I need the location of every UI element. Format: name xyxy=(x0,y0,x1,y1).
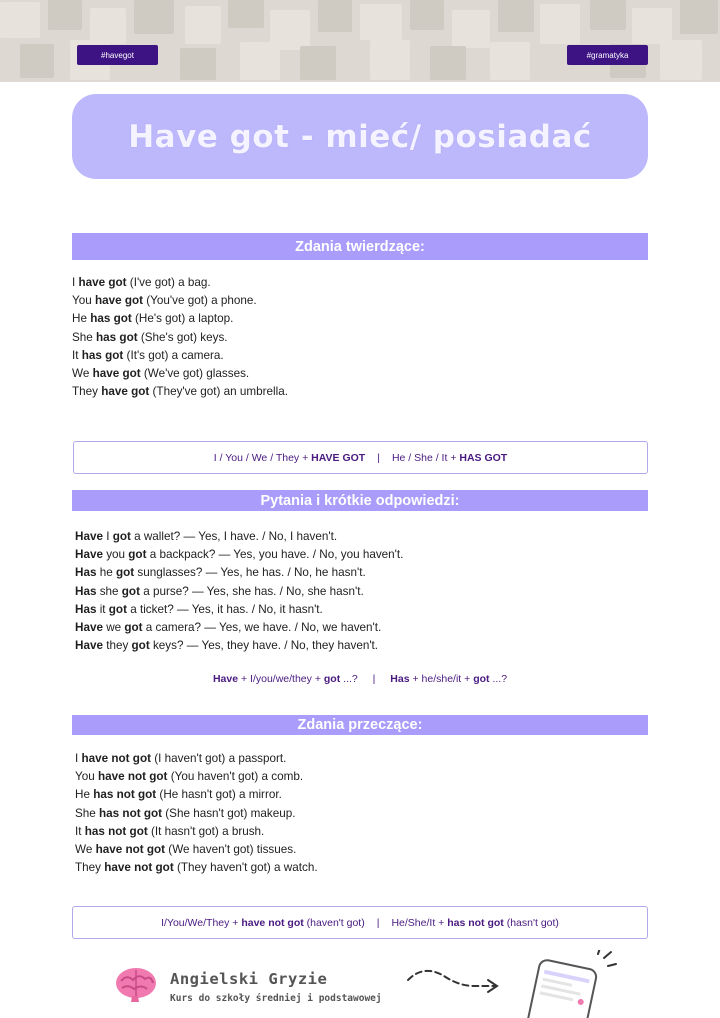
rule-separator: | xyxy=(376,916,380,929)
verb-form: Have xyxy=(75,639,103,653)
decorative-square xyxy=(430,46,466,80)
decorative-square xyxy=(498,0,534,32)
verb-form: got xyxy=(121,584,140,598)
sentence-text: He xyxy=(75,788,94,802)
verb-form: got xyxy=(108,602,127,616)
verb-form: has got xyxy=(90,312,132,326)
verb-form: got xyxy=(124,620,143,634)
verb-form: has not got xyxy=(84,824,148,838)
sentence-text: she xyxy=(96,584,122,598)
decorative-square xyxy=(540,4,580,44)
rule-part-1: I/You/We/They + have not got (haven't got) xyxy=(161,916,365,929)
rule-part-2: He / She / It + HAS GOT xyxy=(391,451,508,464)
sentence-text: a purse? — Yes, she has. / No, she hasn't. xyxy=(139,584,364,598)
decorative-square xyxy=(590,0,626,30)
example-sentence xyxy=(75,546,403,564)
rule-box-affirmative xyxy=(73,441,648,474)
decorative-square xyxy=(370,40,410,80)
decorative-square xyxy=(228,0,264,28)
decorative-square xyxy=(48,0,82,30)
decorative-square xyxy=(680,0,718,34)
question-examples xyxy=(75,528,403,655)
decorative-square xyxy=(490,42,530,80)
sentence-text: a wallet? — Yes, I have. / No, I haven't. xyxy=(130,530,338,543)
affirmative-examples xyxy=(72,274,288,401)
verb-form: Has xyxy=(75,566,97,580)
sentence-text: (We haven't got) tissues. xyxy=(165,842,297,856)
formula-part-1: Have + I/you/we/they + got ...? xyxy=(212,673,358,685)
example-sentence xyxy=(72,310,288,328)
sentence-text: sunglasses? — Yes, he has. / No, he hasn't. xyxy=(134,566,366,580)
section-heading-text: Zdania twierdzące: xyxy=(295,238,425,255)
example-sentence xyxy=(72,329,288,347)
section-heading-text: Zdania przeczące: xyxy=(297,717,423,733)
verb-form: have got xyxy=(94,294,144,308)
section-heading-text: Pytania i krótkie odpowiedzi: xyxy=(260,492,460,509)
example-sentence xyxy=(75,750,318,768)
example-sentence xyxy=(75,583,403,601)
decorative-square xyxy=(0,2,40,38)
example-sentence xyxy=(75,786,318,804)
verb-form: Have xyxy=(75,548,103,562)
sentence-text: we xyxy=(102,620,125,634)
page-title: Have got - mieć/ posiadać xyxy=(128,118,592,155)
sentence-text: You xyxy=(75,770,98,784)
decorative-square xyxy=(360,4,402,40)
formula-part-2: Has + he/she/it + got ...? xyxy=(390,673,508,685)
sentence-text: keys? — Yes, they have. / No, they haven't. xyxy=(149,639,379,653)
sentence-text: (She's got) keys. xyxy=(137,330,228,344)
question-formula xyxy=(72,673,648,685)
example-sentence xyxy=(75,768,318,786)
verb-form: got xyxy=(112,530,131,543)
decorative-square xyxy=(452,10,490,48)
example-sentence xyxy=(75,619,403,637)
phone-icon xyxy=(512,950,620,1018)
decorative-square xyxy=(185,6,221,44)
verb-form: has got xyxy=(81,348,124,362)
sentence-text: he xyxy=(96,566,116,580)
example-sentence xyxy=(72,292,288,310)
brand-subtitle: Kurs do szkoły średniej i podstawowej xyxy=(170,993,382,1004)
sentence-text: (I haven't got) a passport. xyxy=(150,752,287,765)
example-sentence xyxy=(72,383,288,401)
example-sentence xyxy=(75,637,403,655)
decorative-square xyxy=(240,42,280,80)
rule-box-negative xyxy=(72,906,648,939)
section-heading-negative xyxy=(72,715,648,735)
rule-separator: | xyxy=(377,451,380,464)
sentence-text: He xyxy=(72,312,91,326)
section-heading-questions xyxy=(72,490,648,511)
sentence-text: We xyxy=(72,366,93,380)
decorative-header-band xyxy=(0,0,720,82)
example-sentence xyxy=(72,365,288,383)
sentence-text: (She hasn't got) makeup. xyxy=(162,806,296,820)
sentence-text: a backpack? — Yes, you have. / No, you haven't. xyxy=(146,548,404,562)
curved-arrow-icon xyxy=(404,962,504,1002)
example-sentence xyxy=(75,805,318,823)
verb-form: Has xyxy=(75,584,97,598)
rule-part-1: I / You / We / They + HAVE GOT xyxy=(213,451,366,464)
sentence-text: I xyxy=(72,276,79,289)
sentence-text: a ticket? — Yes, it has. / No, it hasn't. xyxy=(126,602,323,616)
sentence-text: She xyxy=(72,330,97,344)
formula-separator: | xyxy=(372,673,376,685)
sentence-text: (You've got) a phone. xyxy=(143,294,257,308)
example-sentence xyxy=(72,347,288,365)
sentence-text: it xyxy=(96,602,109,616)
verb-form: got xyxy=(131,639,150,653)
sentence-text: you xyxy=(102,548,129,562)
sentence-text: They xyxy=(75,861,105,875)
verb-form: have got xyxy=(92,366,141,380)
sentence-text: She xyxy=(75,806,100,820)
verb-form: has not got xyxy=(99,806,163,820)
sentence-text: (He's got) a laptop. xyxy=(131,312,234,326)
sentence-text: You xyxy=(72,294,95,308)
example-sentence xyxy=(75,528,403,546)
sentence-text: I xyxy=(102,530,113,543)
sentence-text: they xyxy=(102,639,132,653)
example-sentence xyxy=(72,274,288,292)
decorative-square xyxy=(318,0,352,32)
verb-form: have not got xyxy=(81,752,151,765)
decorative-square xyxy=(410,0,444,30)
sentence-text: We xyxy=(75,842,96,856)
rule-part-2: He/She/It + has not got (hasn't got) xyxy=(391,916,559,929)
decorative-square xyxy=(134,0,174,34)
tag-havegot[interactable]: #havegot xyxy=(77,45,158,65)
verb-form: Have xyxy=(75,530,103,543)
sentence-text: It xyxy=(72,348,82,362)
decorative-square xyxy=(90,8,126,44)
verb-form: have not got xyxy=(97,770,168,784)
decorative-square xyxy=(300,46,336,80)
example-sentence xyxy=(75,841,318,859)
example-sentence xyxy=(75,564,403,582)
tag-gramatyka[interactable]: #gramatyka xyxy=(567,45,648,65)
decorative-square xyxy=(20,44,54,78)
negative-examples xyxy=(75,750,318,877)
brand-name: Angielski Gryzie xyxy=(170,970,328,988)
sentence-text: They xyxy=(72,385,102,399)
verb-form: has not got xyxy=(93,788,157,802)
section-heading-affirmative xyxy=(72,233,648,260)
sentence-text: a camera? — Yes, we have. / No, we haven't. xyxy=(142,620,382,634)
verb-form: got xyxy=(115,566,135,580)
sentence-text: (It hasn't got) a brush. xyxy=(147,824,265,838)
verb-form: have got xyxy=(78,276,127,289)
verb-form: Have xyxy=(75,620,103,634)
sentence-text: (We've got) glasses. xyxy=(140,366,250,380)
sentence-text: (It's got) a camera. xyxy=(123,348,224,362)
sentence-text: (They've got) an umbrella. xyxy=(149,385,288,399)
verb-form: got xyxy=(128,548,147,562)
brain-icon xyxy=(113,964,159,1004)
decorative-square xyxy=(660,40,702,80)
example-sentence xyxy=(75,601,403,619)
verb-form: has got xyxy=(96,330,138,344)
sentence-text: (They haven't got) a watch. xyxy=(173,861,318,875)
decorative-square xyxy=(180,48,216,80)
verb-form: have not got xyxy=(95,842,166,856)
sentence-text: (You haven't got) a comb. xyxy=(167,770,304,784)
sentence-text: (He hasn't got) a mirror. xyxy=(156,788,282,802)
sentence-text: (I've got) a bag. xyxy=(126,276,211,289)
verb-form: have got xyxy=(101,385,150,399)
example-sentence xyxy=(75,823,318,841)
verb-form: Has xyxy=(75,602,97,616)
title-banner xyxy=(72,94,648,179)
example-sentence xyxy=(75,859,318,877)
verb-form: have not got xyxy=(104,861,174,875)
sentence-text: It xyxy=(75,824,85,838)
decorative-square xyxy=(632,8,672,44)
sentence-text: I xyxy=(75,752,82,765)
